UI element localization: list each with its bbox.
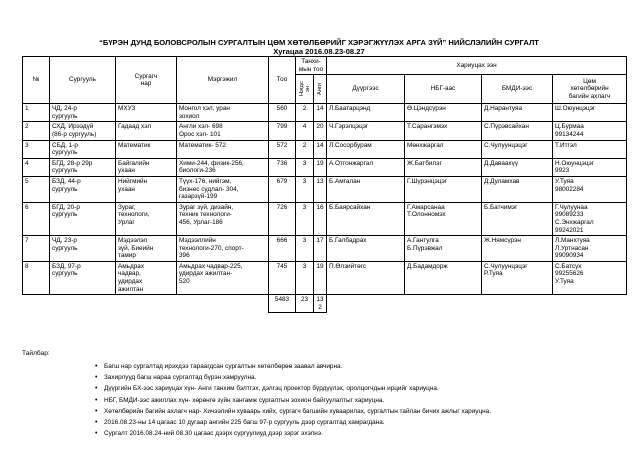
- cell-trainer: МХУЗ: [116, 104, 177, 122]
- document-title: “БҮРЭН ДУНД БОЛОВСРОЛЫН СУРГАЛТЫН ЦӨМ ХӨТӨЛБӨРИЙГ ХЭРЭГЖҮҮЛЭХ АРГА ЗҮЙ” НИЙСЛЭЛИЙН СУРГАЛТ: [99, 38, 539, 47]
- cell-total: 726: [269, 202, 296, 235]
- cell-n2: 19: [314, 261, 327, 294]
- cell-school: ЧД, 23-р сургууль: [50, 236, 116, 262]
- cell-lead: Н.Оюунцэцэг 9923: [553, 158, 627, 176]
- table-row: [23, 122, 627, 140]
- cell-nbg: Г.Амарсанаа Т.Олонномэх: [405, 202, 482, 235]
- cell-lead: Ш.Оюунцэцэг: [553, 104, 627, 122]
- table-row: [23, 236, 627, 262]
- cell-no: 1: [23, 104, 50, 122]
- cell-lead: Ц.Бурмаа 99134244: [553, 122, 627, 140]
- cell-no: 5: [23, 176, 50, 202]
- cell-no: 3: [23, 140, 50, 158]
- cell-n1: 2: [296, 104, 314, 122]
- cell-school: СБД, 1-р сургууль: [50, 140, 116, 158]
- note-item: • Дүүргийн БХ-ээс хариуцах хүн- Анги танхим бэлтгэх, дэлгэц проектор бүрдүүлэх, оролцогчдын ирцийг хариуцна.: [95, 383, 635, 394]
- cell-profession: Хими-244, физик-256, биологи-236: [177, 158, 269, 176]
- cell-profession: Математик- 572: [177, 140, 269, 158]
- cell-no: 4: [23, 158, 50, 176]
- header-total: Тоо: [269, 57, 296, 104]
- cell-no: 7: [23, 236, 50, 262]
- note-item: • Сургалт 2016.08.24-ний 08.30 цагаас дээрх сургуулиуд дээр зэрэг эхэлнэ.: [95, 428, 635, 439]
- cell-nbg: Д.Бадамдорж: [405, 261, 482, 294]
- cell-lead: Г.Чулуунаа 99089233 С.Энхжаргал 99242021: [553, 202, 627, 235]
- cell-bmdi: С.Пүрэвсайхан: [482, 122, 553, 140]
- cell-total: 736: [269, 158, 296, 176]
- total-n1: 23: [296, 295, 314, 313]
- cell-trainer: Амьдрах чадвар, удирдах ажилтан: [116, 261, 177, 294]
- cell-bmdi: Д.Нарантуяа: [482, 104, 553, 122]
- header-district: Дүүргээс: [327, 75, 405, 104]
- cell-nbg: Т.Сарангэмэх: [405, 122, 482, 140]
- cell-n2: 13: [314, 176, 327, 202]
- header-trainees: Танхи- мын тоо: [296, 57, 327, 75]
- document-subtitle: Хугацаа 2016.08.23-08.27: [273, 47, 365, 56]
- cell-d: Б.Амгалан: [327, 176, 405, 202]
- header-team-lead: Цөм хөтөлбөрийн багийн ахлагч: [553, 75, 627, 104]
- cell-trainer: Нийгмийн ухаан: [116, 176, 177, 202]
- cell-no: 2: [23, 122, 50, 140]
- cell-total: 679: [269, 176, 296, 202]
- cell-bmdi: С.Чулуунцэцэг: [482, 140, 553, 158]
- cell-trainer: Математик: [116, 140, 177, 158]
- cell-trainer: Мэдээлэл зүй, Биеийн тамир: [116, 236, 177, 262]
- cell-no: 8: [23, 261, 50, 294]
- table-row: [23, 202, 627, 235]
- cell-school: БЗД, 44-р сургууль: [50, 176, 116, 202]
- totals-spacer: [23, 295, 269, 313]
- cell-bmdi: Ж.Нямсүрэн: [482, 236, 553, 262]
- cell-school: СХД, Ирээдүй (86-р сургууль): [50, 122, 116, 140]
- note-item: • 2016.08.23-ны 14 цагаас 10 дугаар ангийн 225 багш 97-р сургууль дээр сургалтад хамрагдана.: [95, 417, 635, 428]
- notes-label: Тайлбар:: [22, 350, 50, 357]
- cell-n1: 4: [296, 122, 314, 140]
- header-sub-1: Нэгдс эн: [296, 75, 314, 104]
- cell-n1: 3: [296, 202, 314, 235]
- table-row: [23, 261, 627, 294]
- cell-nbg: Ж.Батбилэг: [405, 158, 482, 176]
- cell-n2: 14: [314, 140, 327, 158]
- cell-n1: 2: [296, 140, 314, 158]
- header-schedule: Хариуцах ээн: [327, 57, 627, 75]
- cell-profession: Түүх-176, нийгэм, бизнес судлал- 304, газарзүй-199: [177, 176, 269, 202]
- note-item: • НБГ, БМДИ-ээс ажиллах хүн- хөрөнгө зүйн хангамж сургалтын зохион байгуулалтыг хариуцна.: [95, 395, 635, 406]
- cell-profession: Монгол хэл, уран зохиол: [177, 104, 269, 122]
- totals-row: [23, 295, 627, 313]
- cell-bmdi: Д.Дуламхав: [482, 176, 553, 202]
- cell-total: 666: [269, 236, 296, 262]
- cell-nbg: Мөнхжаргал: [405, 140, 482, 158]
- cell-school: БГД, 28-р 29р сургууль: [50, 158, 116, 176]
- header-no: №: [23, 57, 50, 104]
- note-item: • Багш нар сургалтад ирэхдээ тараагдсан сургалтын хөтөлбөрөө заавал авчирна.: [95, 361, 635, 372]
- cell-n1: 3: [296, 261, 314, 294]
- cell-profession: Амьдрах чадвар-225, удирдах ажилтан- 520: [177, 261, 269, 294]
- header-bmdi: БМДИ-ээс: [482, 75, 553, 104]
- cell-school: ЧД, 24-р сургууль: [50, 104, 116, 122]
- note-item: • Хөтөлбөрийн багийн ахлагч нар- Хичээлийн хуваарь хийх, сургагч багшийн хуваарилах, сургалтын тайлан бичих ажлыг хариуцна.: [95, 406, 635, 417]
- cell-profession: Мэдээллийн технологи-270, спорт- 396: [177, 236, 269, 262]
- total-n2: 132: [314, 295, 327, 313]
- cell-d: Ч.Гэрэлцэцэг: [327, 122, 405, 140]
- cell-bmdi: Д.Даваахүү: [482, 158, 553, 176]
- header-nbg: НБГ-аас: [405, 75, 482, 104]
- table-row: [23, 158, 627, 176]
- cell-d: Л.Сосорбурам: [327, 140, 405, 158]
- cell-d: П.Өлзийтөгс: [327, 261, 405, 294]
- totals-spacer-right: [327, 295, 627, 313]
- cell-lead: С.Батсүх 99255626 У.Туяа: [553, 261, 627, 294]
- cell-total: 572: [269, 140, 296, 158]
- cell-n1: 3: [296, 176, 314, 202]
- cell-n2: 17: [314, 236, 327, 262]
- cell-bmdi: С.Чулуунцэцэг Р.Туяа: [482, 261, 553, 294]
- cell-bmdi: Б.Батчимэг: [482, 202, 553, 235]
- header-trainer: Сургагч нар: [116, 57, 177, 104]
- cell-d: А.Отгонжаргал: [327, 158, 405, 176]
- cell-trainer: Гадаад хэл: [116, 122, 177, 140]
- cell-n2: 14: [314, 104, 327, 122]
- cell-total: 799: [269, 122, 296, 140]
- cell-nbg: Ө.Цэндсүрэн: [405, 104, 482, 122]
- total-total: 5483: [269, 295, 296, 313]
- header-school: Сургууль: [50, 57, 116, 104]
- cell-total: 560: [269, 104, 296, 122]
- cell-lead: Л.Манхтуяа Л.Уртнасан 99090934: [553, 236, 627, 262]
- cell-d: Б.Галбадрах: [327, 236, 405, 262]
- cell-d: Л.Баатарцэнд: [327, 104, 405, 122]
- notes-list: [95, 361, 635, 439]
- cell-n1: 3: [296, 236, 314, 262]
- header-sub-2: Анги: [314, 75, 327, 104]
- cell-d: Б.Баярсайхан: [327, 202, 405, 235]
- cell-lead: У.Туяа 98002284: [553, 176, 627, 202]
- cell-nbg: А.Гантулга Б.Пүрэвжал: [405, 236, 482, 262]
- schedule-table: [22, 56, 627, 313]
- note-item: • Захирлууд багш нараа сургалтад бүрэн хамруулна.: [95, 372, 635, 383]
- table-row: [23, 176, 627, 202]
- cell-trainer: Зураг, технологи, Урлаг: [116, 202, 177, 235]
- cell-n1: 3: [296, 158, 314, 176]
- cell-n2: 16: [314, 202, 327, 235]
- cell-profession: Зураг зүй, дизайн, техник технологи- 456, Урлаг-186: [177, 202, 269, 235]
- cell-n2: 19: [314, 158, 327, 176]
- table-row: [23, 104, 627, 122]
- cell-school: БГД, 20-р сургууль: [50, 202, 116, 235]
- cell-profession: Англи хэл- 698 Орос хэл- 101: [177, 122, 269, 140]
- cell-lead: Т.Итгэл: [553, 140, 627, 158]
- cell-school: БЗД, 97-р сургууль: [50, 261, 116, 294]
- cell-nbg: Г.Шүрэнцэцэг: [405, 176, 482, 202]
- header-profession: Мэргэжил: [177, 57, 269, 104]
- cell-no: 6: [23, 202, 50, 235]
- cell-trainer: Байгалийн ухаан: [116, 158, 177, 176]
- cell-n2: 20: [314, 122, 327, 140]
- cell-total: 745: [269, 261, 296, 294]
- table-row: [23, 140, 627, 158]
